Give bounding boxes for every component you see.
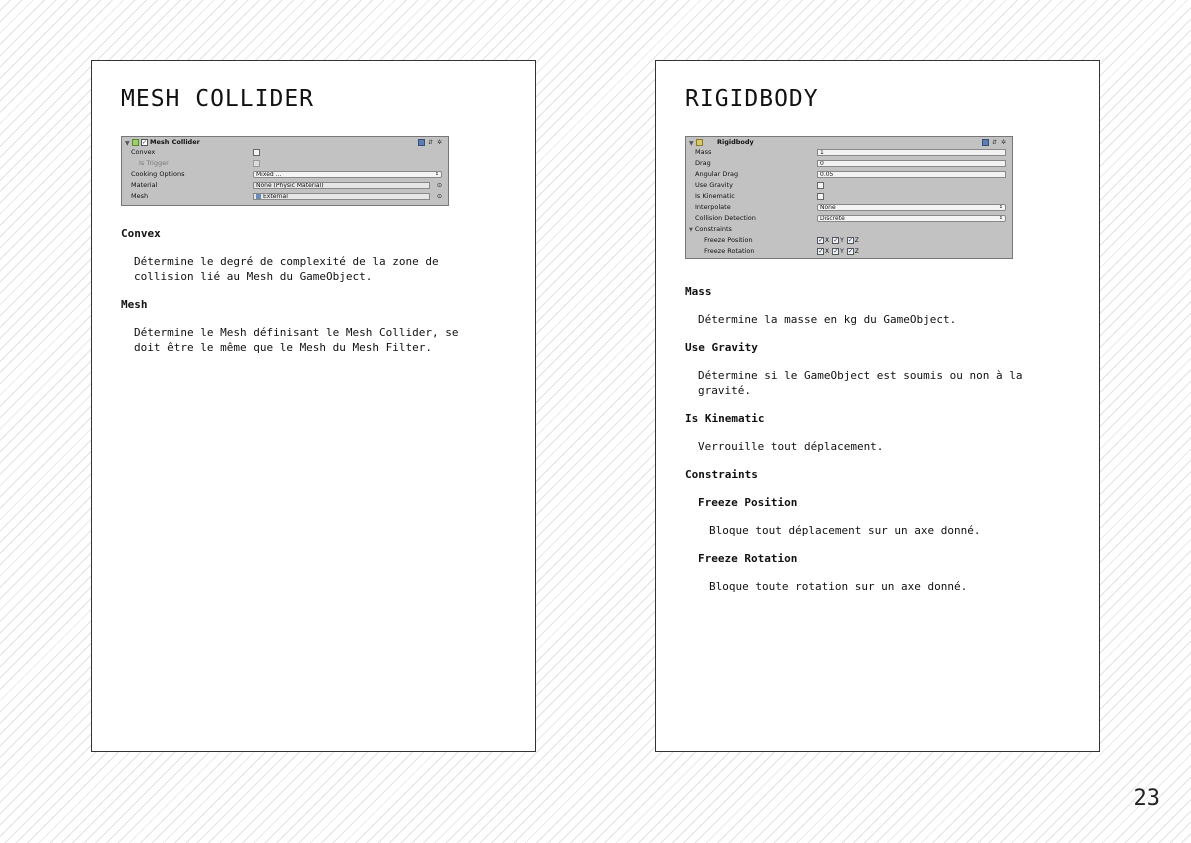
row-label: Convex <box>131 148 156 156</box>
inspector-header <box>125 138 445 147</box>
freeze-position-y-checkbox[interactable]: ✓ <box>833 236 839 244</box>
page-rigidbody <box>655 60 1100 752</box>
freeze-position-axes: ✓X ✓Y ✓Z <box>818 236 859 244</box>
help-book-icon[interactable] <box>982 139 989 146</box>
material-field[interactable]: None (Physic Material) <box>253 182 430 189</box>
inspector-row-cooking-options <box>125 169 445 180</box>
term-constraints: Constraints <box>685 468 758 481</box>
page-number: 23 <box>1133 786 1160 811</box>
inspector-row-use-gravity <box>689 180 1009 191</box>
page-title: RIGIDBODY <box>685 86 819 112</box>
row-label: Interpolate <box>695 203 731 211</box>
foldout-triangle-icon[interactable]: ▼ <box>689 227 693 233</box>
description-freeze-position: Bloque tout déplacement sur un axe donné. <box>709 524 981 537</box>
use-gravity-checkbox[interactable] <box>817 182 824 189</box>
component-enabled-checkbox[interactable]: ✓ <box>142 139 148 146</box>
object-picker-icon[interactable]: ⊙ <box>436 193 442 200</box>
description-mass: Détermine la masse en kg du GameObject. <box>698 313 957 326</box>
row-label: Is Trigger <box>139 159 169 167</box>
object-picker-icon[interactable]: ⊙ <box>436 182 442 189</box>
inspector-row-interpolate <box>689 202 1009 213</box>
inspector-row-mesh <box>125 191 445 202</box>
interpolate-dropdown[interactable]: None ↕ <box>817 204 1006 211</box>
row-label: Collision Detection <box>695 214 756 222</box>
is-kinematic-checkbox[interactable] <box>817 193 824 200</box>
inspector-row-freeze-position <box>689 235 1009 246</box>
row-label: Freeze Rotation <box>704 247 755 255</box>
row-label: Cooking Options <box>131 170 185 178</box>
description-is-kinematic: Verrouille tout déplacement. <box>698 440 884 453</box>
inspector-row-collision-detection <box>689 213 1009 224</box>
term-use-gravity: Use Gravity <box>685 341 758 354</box>
freeze-position-z-checkbox[interactable]: ✓ <box>847 236 854 244</box>
inspector-header <box>689 138 1009 147</box>
preset-icon[interactable]: ⇵ <box>991 138 998 146</box>
mass-field[interactable]: 1 <box>817 149 1006 156</box>
gear-icon[interactable]: ✲ <box>436 138 443 146</box>
convex-checkbox[interactable] <box>253 149 260 156</box>
page-title: MESH COLLIDER <box>121 86 315 112</box>
inspector-row-angular-drag <box>689 169 1009 180</box>
inspector-row-is-kinematic <box>689 191 1009 202</box>
inspector-row-is-trigger <box>125 158 445 169</box>
mesh-field-value: External <box>263 193 288 200</box>
inspector-row-convex <box>125 147 445 158</box>
component-name: Mesh Collider <box>150 138 200 146</box>
help-book-icon[interactable] <box>418 139 425 146</box>
term-mesh: Mesh <box>121 298 148 311</box>
term-freeze-rotation: Freeze Rotation <box>698 552 798 565</box>
row-label: Is Kinematic <box>695 192 735 200</box>
term-convex: Convex <box>121 227 161 240</box>
row-label: ▼ Constraints <box>689 225 732 233</box>
mesh-field[interactable] <box>253 193 430 200</box>
description-convex: Détermine le degré de complexité de la zone de collision lié au Mesh du GameObject. <box>134 255 439 283</box>
row-label: Material <box>131 181 158 189</box>
inspector-row-constraints[interactable] <box>689 224 1009 235</box>
freeze-rotation-x-checkbox[interactable]: ✓ <box>818 247 824 255</box>
drag-field[interactable]: 0 <box>817 160 1006 167</box>
term-is-kinematic: Is Kinematic <box>685 412 765 425</box>
rigidbody-description <box>685 284 1079 607</box>
foldout-triangle-icon[interactable]: ▼ <box>125 139 130 147</box>
mesh-icon <box>256 194 261 199</box>
freeze-rotation-z-checkbox[interactable]: ✓ <box>847 247 854 255</box>
row-label: Angular Drag <box>695 170 739 178</box>
freeze-rotation-y-checkbox[interactable]: ✓ <box>833 247 839 255</box>
mesh-collider-description <box>121 226 515 368</box>
angular-drag-field[interactable]: 0.05 <box>817 171 1006 178</box>
rigidbody-icon <box>696 139 703 146</box>
term-mass: Mass <box>685 285 712 298</box>
row-label: Mesh <box>131 192 149 200</box>
row-label: Mass <box>695 148 712 156</box>
foldout-triangle-icon[interactable]: ▼ <box>689 139 694 147</box>
component-name: Rigidbody <box>717 138 754 146</box>
cooking-options-dropdown[interactable]: Mixed ... ↕ <box>253 171 442 178</box>
collision-detection-dropdown[interactable]: Discrete ↕ <box>817 215 1006 222</box>
description-use-gravity: Détermine si le GameObject est soumis ou non à la gravité. <box>698 369 1023 397</box>
row-label: Freeze Position <box>704 236 753 244</box>
page-mesh-collider <box>91 60 536 752</box>
preset-icon[interactable]: ⇵ <box>427 138 434 146</box>
mesh-collider-inspector <box>121 136 449 206</box>
inspector-row-mass <box>689 147 1009 158</box>
inspector-row-material <box>125 180 445 191</box>
inspector-row-drag <box>689 158 1009 169</box>
is-trigger-checkbox[interactable] <box>253 160 260 167</box>
mesh-collider-icon <box>132 139 139 146</box>
freeze-rotation-axes: ✓X ✓Y ✓Z <box>818 247 859 255</box>
description-freeze-rotation: Bloque toute rotation sur un axe donné. <box>709 580 968 593</box>
row-label: Use Gravity <box>695 181 733 189</box>
term-freeze-position: Freeze Position <box>698 496 798 509</box>
inspector-row-freeze-rotation <box>689 246 1009 257</box>
freeze-position-x-checkbox[interactable]: ✓ <box>818 236 824 244</box>
row-label: Drag <box>695 159 711 167</box>
description-mesh: Détermine le Mesh définisant le Mesh Collider, se doit être le même que le Mesh du Mesh Filter. <box>134 326 459 354</box>
rigidbody-inspector <box>685 136 1013 259</box>
gear-icon[interactable]: ✲ <box>1000 138 1007 146</box>
